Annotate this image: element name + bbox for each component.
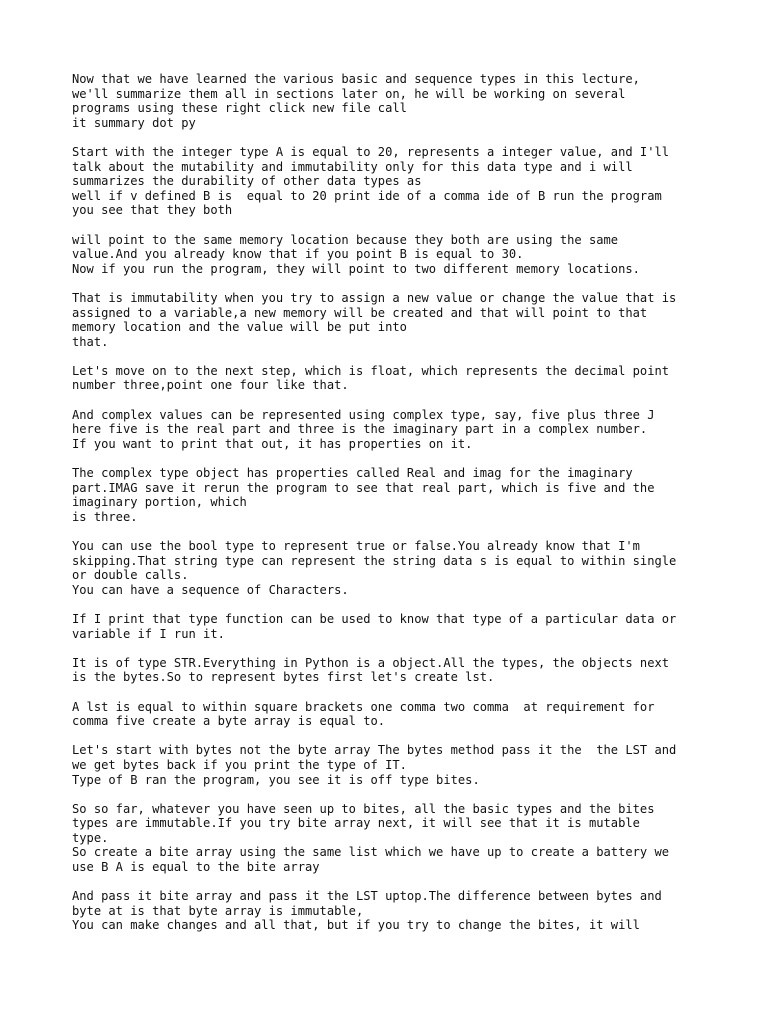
paragraph — [72, 802, 712, 875]
paragraph — [72, 612, 712, 641]
paragraph — [72, 145, 712, 218]
text-line: It is of type STR.Everything in Python is a object.All the types, the objects next — [72, 655, 670, 670]
text-line: If you want to print that out, it has properties on it. — [72, 436, 473, 451]
text-line: we'll summarize them all in sections later on, he will be working on several — [72, 86, 626, 101]
text-line: we get bytes back if you print the type of IT. — [72, 757, 407, 772]
text-line: Let's move on to the next step, which is float, which represents the decimal point — [72, 363, 670, 378]
paragraph — [72, 656, 712, 685]
text-line: And pass it bite array and pass it the LST uptop.The difference between bytes and — [72, 889, 662, 904]
paragraph — [72, 408, 712, 452]
text-line: use B A is equal to the bite array — [72, 860, 320, 875]
text-line: Let's start with bytes not the byte array The bytes method pass it the the LST and — [72, 743, 677, 758]
text-line: variable if I run it. — [72, 626, 225, 641]
text-line: comma five create a byte array is equal to. — [72, 714, 386, 729]
text-line: So so far, whatever you have seen up to bites, all the basic types and the bites — [72, 801, 655, 816]
paragraph — [72, 291, 712, 349]
text-line: you see that they both — [72, 203, 233, 218]
text-line: Now that we have learned the various basic and sequence types in this lecture, — [72, 72, 640, 86]
text-line: value.And you already know that if you point B is equal to 30. — [72, 247, 524, 262]
text-line: You can make changes and all that, but if you try to change the bites, it will — [72, 918, 640, 933]
text-line: byte at is that byte array is immutable, — [72, 903, 364, 918]
document-page — [72, 72, 712, 948]
paragraph — [72, 72, 712, 130]
text-line: it summary dot py — [72, 115, 196, 130]
text-line: Now if you run the program, they will point to two different memory locations. — [72, 261, 640, 276]
text-line: is the bytes.So to represent bytes first let's create lst. — [72, 670, 495, 685]
text-line: number three,point one four like that. — [72, 378, 349, 393]
paragraph — [72, 539, 712, 597]
paragraph — [72, 364, 712, 393]
text-line: Start with the integer type A is equal to 20, represents a integer value, and I'll — [72, 144, 670, 159]
text-line: is three. — [72, 509, 138, 524]
text-line: programs using these right click new file call — [72, 101, 407, 116]
text-line: A lst is equal to within square brackets one comma two comma at requirement for — [72, 699, 655, 714]
text-line: that. — [72, 334, 109, 349]
text-line: types are immutable.If you try bite array next, it will see that it is mutable — [72, 816, 640, 831]
paragraph — [72, 233, 712, 277]
paragraph — [72, 889, 712, 933]
text-line: You can use the bool type to represent true or false.You already know that I'm — [72, 539, 640, 553]
text-line: type. — [72, 830, 109, 845]
text-line: skipping.That string type can represent the string data s is equal to within single — [72, 553, 677, 568]
text-line: Type of B ran the program, you see it is off type bites. — [72, 772, 480, 787]
text-line: That is immutability when you try to assign a new value or change the value that is — [72, 290, 677, 305]
text-line: imaginary portion, which — [72, 495, 247, 510]
text-line: And complex values can be represented using complex type, say, five plus three J — [72, 407, 655, 422]
text-line: assigned to a variable,a new memory will be created and that will point to that — [72, 305, 648, 320]
text-line: You can have a sequence of Characters. — [72, 582, 349, 597]
text-line: well if v defined B is equal to 20 print ide of a comma ide of B run the program — [72, 188, 662, 203]
text-line: or double calls. — [72, 568, 189, 583]
text-line: here five is the real part and three is the imaginary part in a complex number. — [72, 422, 648, 437]
paragraph — [72, 743, 712, 787]
paragraph — [72, 466, 712, 524]
text-line: will point to the same memory location because they both are using the same — [72, 232, 619, 247]
text-line: memory location and the value will be put into — [72, 320, 407, 335]
paragraph — [72, 700, 712, 729]
text-line: The complex type object has properties called Real and imag for the imaginary — [72, 466, 633, 481]
text-line: talk about the mutability and immutability only for this data type and i will — [72, 159, 633, 174]
text-line: So create a bite array using the same list which we have up to create a battery we — [72, 845, 670, 860]
text-line: part.IMAG save it rerun the program to see that real part, which is five and the — [72, 480, 655, 495]
text-line: If I print that type function can be used to know that type of a particular data or — [72, 611, 677, 626]
text-line: summarizes the durability of other data types as — [72, 174, 422, 189]
